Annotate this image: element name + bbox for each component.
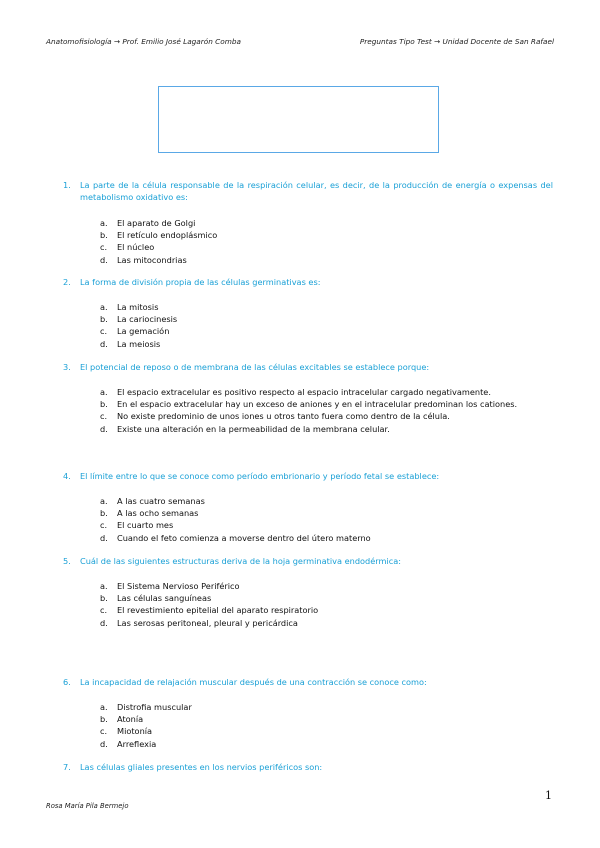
option-a: a. El Sistema Nervioso Periférico: [100, 581, 240, 591]
question-6: [63, 677, 553, 689]
question-number: 7.: [63, 762, 71, 772]
question-text: Las células gliales presentes en los nervios periféricos son:: [80, 762, 323, 772]
option-c: c. La gemación: [100, 326, 170, 337]
question-1: [63, 180, 553, 203]
option-b: b. El retículo endoplásmico: [100, 230, 218, 241]
option-d: d. Cuando el feto comienza a moverse dentro del útero materno: [100, 532, 371, 543]
option-d: d. Las serosas peritoneal, pleural y pericárdica: [100, 617, 298, 628]
options-list-1: [100, 217, 553, 266]
options-list-6: [100, 701, 553, 750]
question-text: La incapacidad de relajación muscular después de una contracción se conoce como:: [80, 677, 427, 687]
question-text: El potencial de reposo o de membrana de las células excitables se establece porque:: [80, 362, 430, 372]
option-d: d. Arreflexia: [100, 738, 157, 749]
question-7: [63, 762, 553, 774]
question-number: 5.: [63, 556, 71, 566]
option-c: c. El revestimiento epitelial del aparato respiratorio: [100, 605, 319, 616]
options-list-4: [100, 495, 553, 544]
question-number: 3.: [63, 362, 71, 372]
question-4: [63, 471, 553, 483]
option-b: b. Las células sanguíneas: [100, 593, 212, 604]
question-text: La forma de división propia de las células germinativas es:: [80, 277, 321, 287]
options-list-2: [100, 301, 553, 350]
question-3: [63, 362, 553, 374]
option-a: a. El aparato de Golgi: [100, 218, 196, 228]
option-a: a. La mitosis: [100, 302, 159, 312]
option-b: b. La cariocinesis: [100, 314, 178, 325]
option-c: c. El núcleo: [100, 242, 155, 253]
page-number: 1: [545, 789, 552, 802]
question-text: Cuál de las siguientes estructuras deriva de la hoja germinativa endodérmica:: [80, 556, 402, 566]
options-list-5: [100, 580, 553, 629]
question-5: [63, 556, 553, 568]
option-b: b. En el espacio extracelular hay un exceso de aniones y en el intracelular predominan los cationes.: [100, 399, 518, 410]
header-right: Preguntas Tipo Test → Unidad Docente de San Rafael: [359, 37, 554, 46]
option-d: d. Existe una alteración en la permeabilidad de la membrana celular.: [100, 423, 390, 434]
option-a: a. El espacio extracelular es positivo respecto al espacio intracelular cargado negativamente.: [100, 387, 491, 397]
question-2: [63, 277, 553, 289]
option-c: c. Miotonía: [100, 726, 153, 737]
header-left: Anatomofisiología → Prof. Emilio José Lagarón Comba: [46, 37, 241, 46]
footer-author: Rosa María Pila Bermejo: [46, 802, 129, 810]
question-number: 1.: [63, 180, 71, 190]
question-number: 6.: [63, 677, 71, 687]
option-a: a. Distrofia muscular: [100, 702, 192, 712]
option-d: d. La meiosis: [100, 338, 161, 349]
answer-box: [158, 86, 439, 153]
option-d: d. Las mitocondrias: [100, 254, 187, 265]
question-number: 2.: [63, 277, 71, 287]
question-number: 4.: [63, 471, 71, 481]
question-text: El límite entre lo que se conoce como período embrionario y período fetal se establece:: [80, 471, 440, 481]
option-b: b. A las ocho semanas: [100, 508, 199, 519]
option-c: c. No existe predominio de unos iones u otros tanto fuera como dentro de la célula.: [100, 411, 450, 422]
question-text: La parte de la célula responsable de la respiración celular, es decir, de la producción de energía o expensas del metabolismo oxidativo es:: [80, 180, 553, 202]
options-list-3: [100, 386, 553, 435]
option-c: c. El cuarto mes: [100, 520, 174, 531]
option-a: a. A las cuatro semanas: [100, 496, 205, 506]
option-b: b. Atonía: [100, 714, 144, 725]
